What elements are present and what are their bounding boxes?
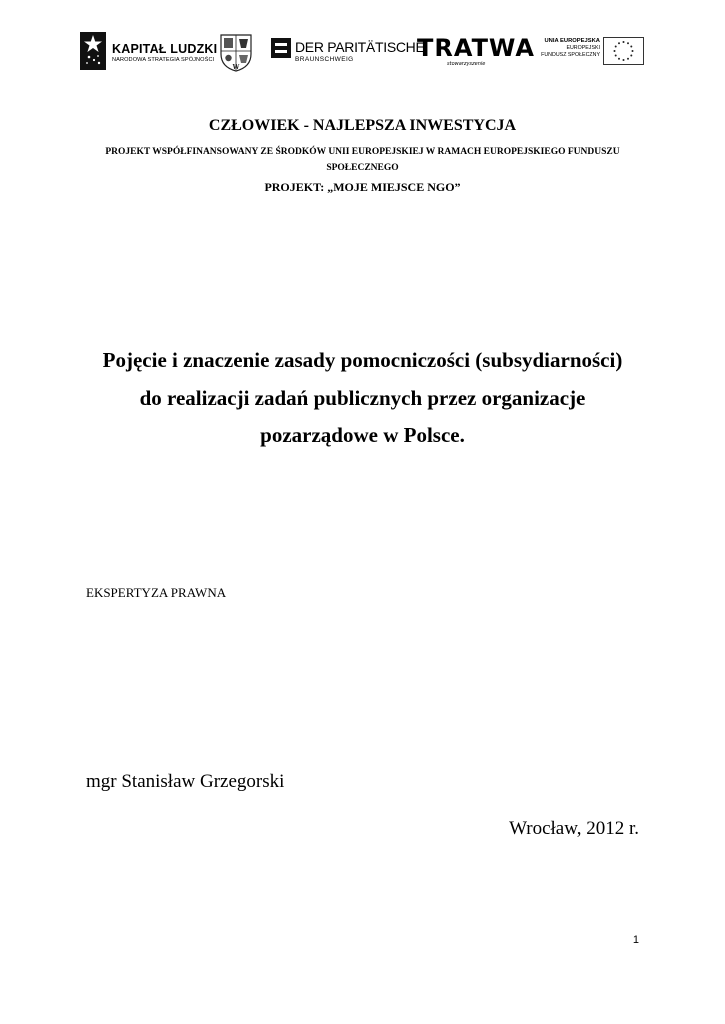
kapital-ludzki-logo [80,32,218,72]
paritaetische-name: DER PARITÄTISCHE [295,39,425,55]
page-number: 1 [632,934,639,946]
eu-flag-icon [603,37,644,65]
wroclaw-crest-logo [220,34,252,72]
document-type: EKSPERTYZA PRAWNA [86,585,227,600]
eu-line1: UNIA EUROPEJSKA [544,38,600,44]
cofinancing-line-2: SPOŁECZNEGO [326,163,399,173]
equals-icon [271,38,291,58]
paritaetische-logo [271,38,425,68]
place-date: Wrocław, 2012 r. [509,818,639,839]
title-line-2: do realizacji zadań publicznych przez organizacje [139,385,586,410]
eu-line3: FUNDUSZ SPOŁECZNY [541,52,600,58]
tratwa-logo [417,34,535,72]
tratwa-tagline: stowarzyszenie [447,61,486,67]
kapital-ludzki-subtitle: NARODOWA STRATEGIA SPÓJNOŚCI [112,57,215,63]
tratwa-name: TRATWA [417,34,535,62]
cofinancing-line-1: PROJEKT WSPÓŁFINANSOWANY ZE ŚRODKÓW UNII EUROPEJSKIEJ W RAMACH EUROPEJSKIEGO FUNDUSZU [105,147,620,157]
paritaetische-city: BRAUNSCHWEIG [295,56,354,63]
title-line-1: Pojęcie i znaczenie zasady pomocniczości (subsydiarności) [102,348,623,372]
author: mgr Stanisław Grzegorski [86,771,285,792]
kapital-ludzki-mark-icon [80,32,106,70]
svg-text:W: W [232,64,240,71]
motto-heading: CZŁOWIEK - NAJLEPSZA INWESTYCJA [208,117,517,134]
title-line-3: pozarządowe w Polsce. [260,423,465,447]
kapital-ludzki-name: KAPITAŁ LUDZKI [112,42,218,56]
project-name: PROJEKT: „MOJE MIEJSCE NGO” [264,180,461,194]
eu-line2: EUROPEJSKI [566,45,600,51]
crest-icon [220,34,252,72]
eu-logo [537,37,645,67]
document-title [60,342,665,455]
